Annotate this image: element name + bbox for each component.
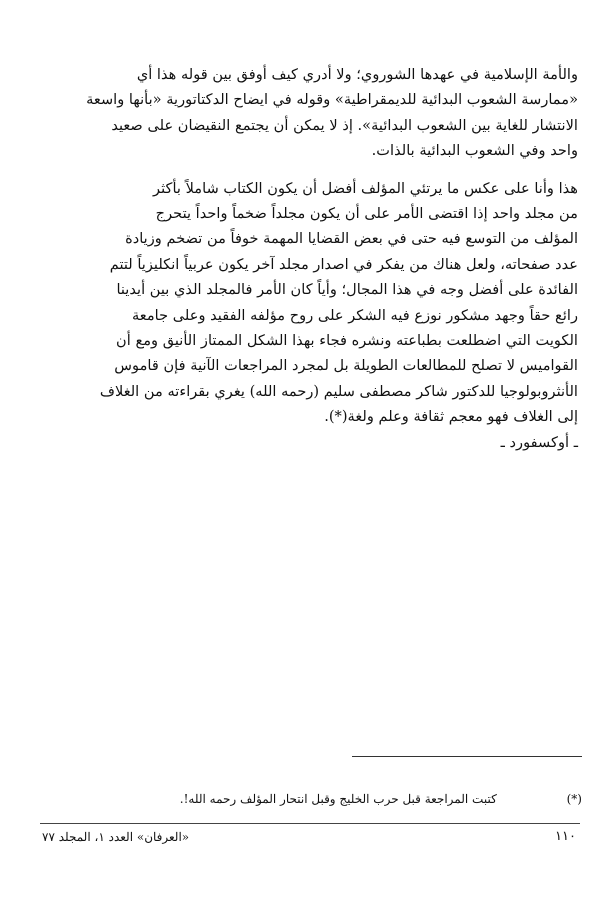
text-line: الأنثروبولوجيا للدكتور شاكر مصطفى سليم (رحمه الله) يغري بقراءته من الغلاف [99,382,578,400]
text-line: الفائدة على أفضل وجه في هذا المجال؛ وأياً كان الأمر فالمجلد الذي بين أيدينا [116,281,578,299]
text-line: واحد وفي الشعوب البدائية بالذات. [371,142,578,160]
text-line: القواميس لا تصلح للمطالعات الطويلة بل لمجرد المراجعات الآنية فإن قاموس [114,357,578,375]
text-line: رائع حقاً وجهد مشكور نوزع فيه الشكر على روح مؤلفه الفقيد وعلى جامعة [131,306,578,324]
running-footer-journal: «العرفان» العدد ١، المجلد ٧٧ [42,830,190,844]
footnote-separator [352,756,582,757]
text-line: إلى الغلاف فهو معجم ثقافة وعلم ولغة(*). [324,408,578,426]
text-line: والأمة الإسلامية في عهدها الشوروي؛ ولا أدري كيف أوفق بين قوله هذا أي [136,66,578,83]
page-number: ١١٠ [555,829,576,844]
text-line: المؤلف من التوسع فيه حتى في بعض القضايا المهمة خوفاً من تضخم وزيادة [125,230,578,248]
paragraph-1 [46,62,578,164]
footer-rule [40,823,580,824]
text-line: من مجلد واحد إذا اقتضى الأمر على أن يكون مجلداً ضخماً واحداً يتحرج [155,205,578,223]
article-body [46,62,578,455]
footnote-text: كتبت المراجعة قبل حرب الخليج وقبل انتحار المؤلف رحمه الله!. [179,792,497,806]
paragraph-gap [46,164,578,176]
text-line: الكويت التي اضطلعت بطباعته ونشره فجاء بهذا الشكل الممتاز الأنيق ومع أن [116,332,578,350]
text-line: «ممارسة الشعوب البدائية للديمقراطية» وقوله في ايضاح الدكتاتورية «بأنها واسعة [86,91,578,109]
paragraph-2 [46,176,578,430]
text-line: الانتشار للغاية بين الشعوب البدائية». إذ لا يمكن أن يجتمع النقيضان على صعيد [111,116,578,134]
text-line: هذا وأنا على عكس ما يرتئي المؤلف أفضل أن يكون الكتاب شاملاً بأكثر [153,179,578,197]
signature-location: ـ أوكسفورد ـ [500,433,578,451]
text-line: عدد صفحاته، ولعل هناك من يفكر في اصدار مجلد آخر يكون عربياً انكليزياً لتتم [109,255,578,273]
footnote [150,790,582,808]
footnote-marker: (*) [566,792,582,806]
